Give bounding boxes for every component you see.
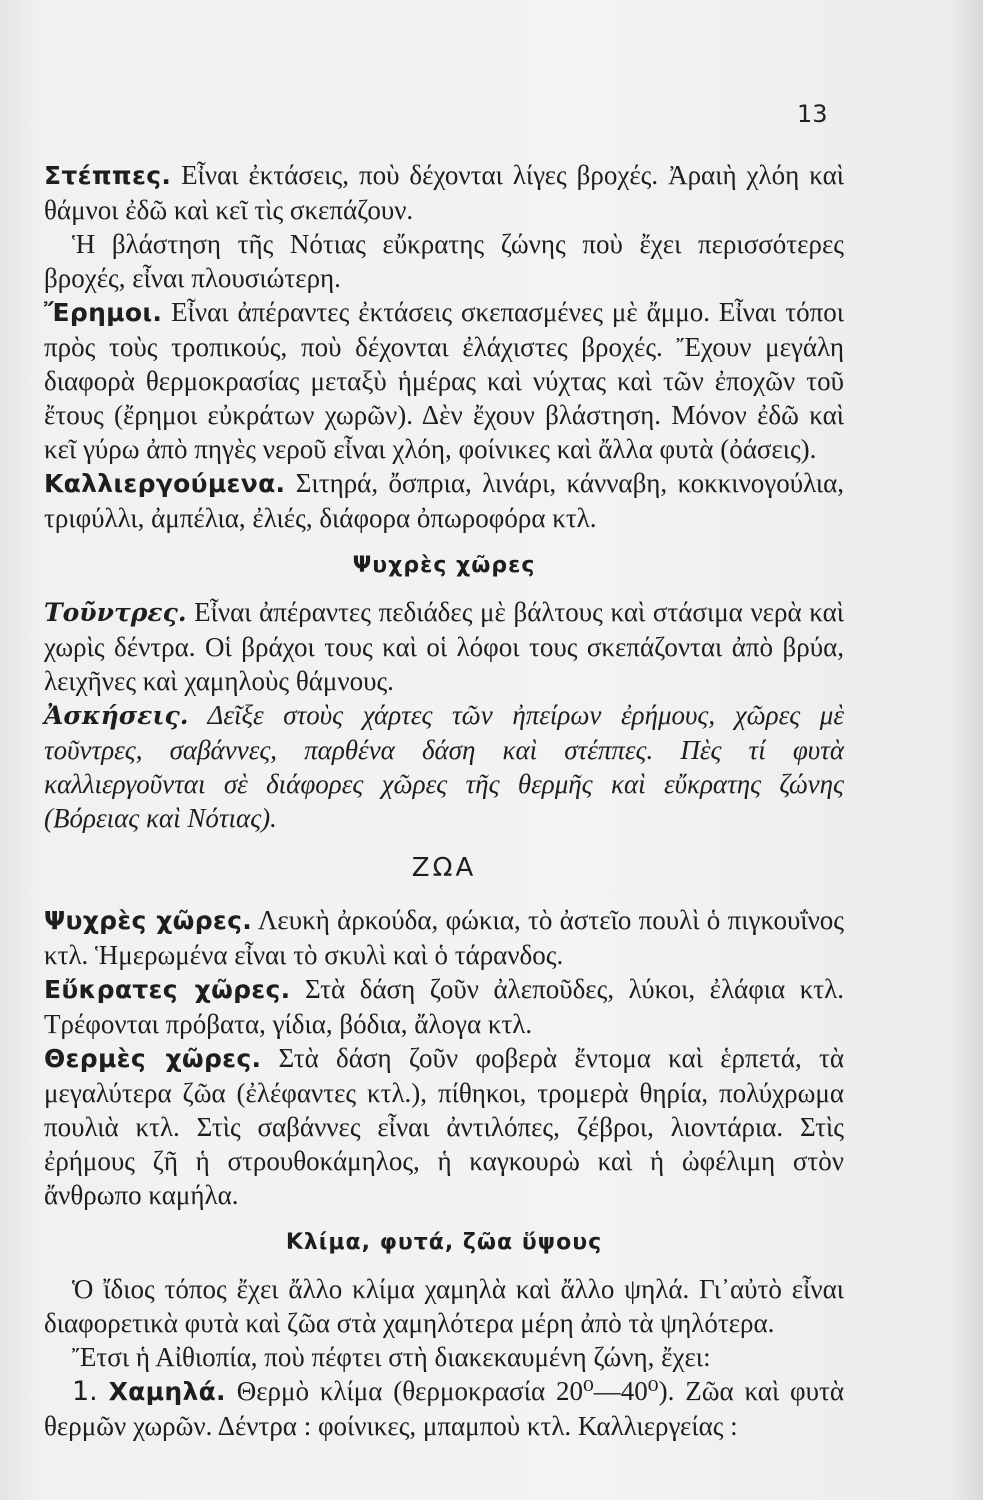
lowlands-paragraph [44,1374,844,1443]
hot-countries-text: Στὰ δάση ζοῦν φοβερὰ ἔντομα καὶ ἑρπετά, τὰ μεγαλύτερα ζῶα (ἐλέφαντες κτλ.), πίθηκοι, τρομερὰ θηρία, πολύχρωμα πουλιὰ κτλ. Στὶς σαβάννες εἶναι ἀντιλόπες, ζέβροι, λιοντάρια. Στὶς ἐρήμους ζῆ ἡ στρουθοκάμηλος, ἡ καγκουρὼ καὶ ἡ ὠφέλιμη στὸν ἄνθρωπο καμήλα. [44,1043,844,1210]
steppes-paragraph [44,158,844,227]
altitude-paragraph: Ὁ ἴδιος τόπος ἔχει ἄλλο κλίμα χαμηλὰ καὶ ἄλλο ψηλά. Γι᾿αὐτὸ εἶναι διαφορετικὰ φυτὰ καὶ ζῶα στὰ χαμηλότερα μέρη ἀπὸ τὰ ψηλότερα. [44,1274,844,1338]
animals-heading: ΖΩΑ [411,853,477,883]
tundras-text: Εἶναι ἀπέραντες πεδιάδες μὲ βάλτους καὶ στάσιμα νερὰ καὶ χωρὶς δέντρα. Οἱ βράχοι τους καὶ οἱ λόφοι τους σκεπάζονται ἀπὸ βρύα, λειχῆνες καὶ χαμηλοὺς θάμνους. [44,597,844,696]
steppes-term: Στέππες. [44,161,172,190]
lowlands-number: 1. [72,1376,98,1407]
cultivated-term: Καλλιεργούμενα. [44,469,286,498]
hot-countries-term: Θερμὲς χῶρες. [44,1044,262,1073]
tundras-term: Τοῦντρες. [44,598,187,627]
hot-countries-paragraph [44,1041,844,1212]
cold-countries-text: Λευκὴ ἀρκούδα, φώκια, τὸ ἀστεῖο πουλὶ ὁ πιγκουΐνος κτλ. Ἡμερωμένα εἶναι τὸ σκυλὶ καὶ ὁ τάρανδος. [44,905,844,970]
exercises-text: Δεῖξε στοὺς χάρτες τῶν ἠπείρων ἐρήμους, χῶρες μὲ τοῦντρες, σαβάννες, παρθένα δάση καὶ στέππες. Πὲς τί φυτὰ καλλιεργοῦνται σὲ διάφορες χῶρες τῆς θερμῆς καὶ εὔκρατης ζώνης (Βόρειας καὶ Νότιας). [44,700,844,833]
steppes-text: Εἶναι ἐκτάσεις, ποὺ δέχονται λίγες βροχές. Ἀραιὴ χλόη καὶ θάμνοι ἐδῶ καὶ κεῖ τὶς σκεπάζουν. [44,160,844,225]
cold-countries-heading: Ψυχρὲς χῶρες [352,553,536,578]
deserts-term: Ἔρημοι. [44,298,163,327]
lowlands-text: Θερμὸ κλίμα (θερμοκρασία 20⁰—40⁰). Ζῶα καὶ φυτὰ θερμῶν χωρῶν. Δέντρα : φοίνικες, μπαμποὺ κτλ. Καλλιεργείας : [44,1376,845,1441]
southern-vegetation-paragraph: Ἡ βλάστηση τῆς Νότιας εὔκρατης ζώνης ποὺ ἔχει περισσότερες βροχές, εἶναι πλουσιώτερη. [44,229,844,293]
page-number: 13 [797,100,828,128]
page-body [44,158,844,1443]
exercises-paragraph [44,698,844,835]
tundras-paragraph [44,595,844,698]
deserts-text: Εἶναι ἀπέραντες ἐκτάσεις σκεπασμένες μὲ ἄμμο. Εἶναι τόποι πρὸς τοὺς τροπικούς, ποὺ δέχονται ἐλάχιστες βροχές. Ἔχουν μεγάλη διαφορὰ θερμοκρασίας μεταξὺ ἡμέρας καὶ νύχτας καὶ τῶν ἐποχῶν τοῦ ἔτους (ἔρημοι εὐκράτων χωρῶν). Δὲν ἔχουν βλάστηση. Μόνον ἐδῶ καὶ κεῖ γύρω ἀπὸ πηγὲς νεροῦ εἶναι χλόη, φοίνικες καὶ ἄλλα φυτὰ (ὀάσεις). [44,297,844,464]
cultivated-text: Σιτηρά, ὄσπρια, λινάρι, κάνναβη, κοκκινογούλια, τριφύλλι, ἀμπέλια, ἐλιές, διάφορα ὀπωροφόρα κτλ. [44,468,844,533]
altitude-heading: Κλίμα, φυτά, ζῶα ὕψους [285,1230,603,1255]
cold-countries-term: Ψυχρὲς χῶρες. [44,906,253,935]
deserts-paragraph [44,295,844,466]
temperate-countries-paragraph [44,972,844,1041]
cold-countries-paragraph [44,903,844,972]
exercises-term: Ἀσκήσεις. [44,701,189,730]
ethiopia-paragraph: Ἔτσι ἡ Αἰθιοπία, ποὺ πέφτει στὴ διακεκαυμένη ζώνη, ἔχει: [72,1342,711,1372]
lowlands-term: Χαμηλά. [108,1377,226,1406]
temperate-countries-term: Εὔκρατες χῶρες. [44,975,291,1004]
cultivated-paragraph [44,466,844,535]
temperate-countries-text: Στὰ δάση ζοῦν ἀλεποῦδες, λύκοι, ἐλάφια κτλ. Τρέφονται πρόβατα, γίδια, βόδια, ἄλογα κτλ. [44,974,844,1039]
